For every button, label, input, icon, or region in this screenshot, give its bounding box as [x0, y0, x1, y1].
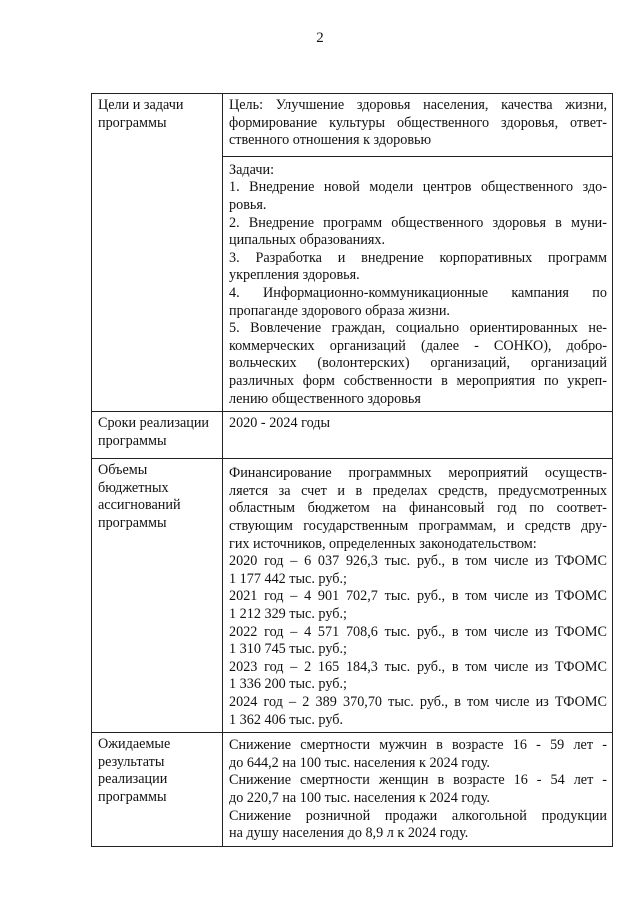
task-line: ципальных образованиях.	[229, 232, 385, 249]
label-line: бюджетных	[98, 479, 169, 496]
table-row-terms	[92, 412, 613, 459]
task-line: коммерческих организаций (далее - СОНКО), добро-	[229, 337, 607, 354]
result-line: Снижение смертности женщин в возрасте 16 - 54 лет -	[229, 772, 607, 789]
table-row-results	[92, 733, 613, 847]
budget-line: 1 362 406 тыс. руб.	[229, 711, 343, 728]
label-line: Сроки реализации	[98, 415, 210, 432]
result-line: Снижение смертности мужчин в возрасте 16 - 59 лет -	[229, 737, 607, 754]
budget-line: ствующим государственным программам, и средств дру-	[229, 518, 607, 535]
task-line: ровья.	[229, 196, 267, 213]
row-label-goals	[92, 94, 223, 412]
label-line: программы	[98, 515, 167, 532]
row-label-terms	[92, 412, 223, 459]
label-line: результаты	[98, 753, 165, 770]
budget-line: ляется за счет и в пределах средств, предусмотренных	[229, 482, 607, 499]
label-line: Цели и задачи	[98, 97, 184, 113]
label-line: ассигнований	[98, 497, 181, 514]
tasks-cell	[223, 156, 613, 411]
budget-line: 2024 год – 2 389 370,70 тыс. руб., в том числе из ТФОМС	[229, 694, 607, 710]
budget-line: 2023 год – 2 165 184,3 тыс. руб., в том числе из ТФОМС	[229, 658, 607, 675]
result-line: на душу населения до 8,9 л к 2024 году.	[229, 825, 469, 842]
goal-line: Цель: Улучшение здоровья населения, качества жизни,	[229, 97, 607, 113]
budget-line: Финансирование программных мероприятий осуществ-	[229, 465, 607, 482]
budget-line: 1 177 442 тыс. руб.;	[229, 570, 347, 587]
results-cell	[223, 733, 613, 847]
terms-cell	[223, 412, 613, 459]
task-line: 1. Внедрение новой модели центров общественного здо-	[229, 179, 607, 196]
task-line: вольческих (волонтерских) организаций, организаций	[229, 355, 607, 372]
label-line: реализации	[98, 771, 168, 788]
task-line: лению общественного здоровья	[229, 390, 421, 407]
budget-line: 2022 год – 4 571 708,6 тыс. руб., в том числе из ТФОМС	[229, 623, 607, 640]
terms-value: 2020 - 2024 годы	[229, 415, 331, 432]
task-line: 4. Информационно-коммуникационные кампания по	[229, 284, 607, 301]
page-number: 2	[316, 30, 324, 46]
label-line: программы	[98, 114, 167, 131]
result-line: до 644,2 на 100 тыс. населения к 2024 году.	[229, 754, 490, 771]
program-passport-table	[91, 93, 613, 847]
task-line: пропаганде здорового образа жизни.	[229, 302, 450, 319]
budget-line: 1 336 200 тыс. руб.;	[229, 676, 347, 693]
budget-line: 2020 год – 6 037 926,3 тыс. руб., в том числе из ТФОМС	[229, 553, 607, 570]
goal-line: формирование культуры общественного здоровья, ответ-	[229, 114, 607, 131]
table-row-budget	[92, 459, 613, 733]
task-line: укрепления здоровья.	[229, 267, 360, 284]
result-line: Снижение розничной продажи алкогольной продукции	[229, 807, 607, 824]
budget-line: 2021 год – 4 901 702,7 тыс. руб., в том числе из ТФОМС	[229, 588, 607, 605]
table-row-goals	[92, 94, 613, 157]
goal-line: ственного отношения к здоровью	[229, 132, 432, 149]
task-line: 2. Внедрение программ общественного здоровья в муни-	[229, 214, 607, 231]
budget-line: 1 310 745 тыс. руб.;	[229, 641, 347, 658]
budget-cell	[223, 459, 613, 733]
label-line: программы	[98, 432, 167, 449]
task-line: 5. Вовлечение граждан, социально ориентированных не-	[229, 320, 607, 337]
tasks-heading: Задачи:	[229, 161, 275, 178]
budget-line: областным бюджетом на финансовый год по соответ-	[229, 500, 607, 517]
label-line: Ожидаемые	[98, 736, 171, 753]
row-label-results	[92, 733, 223, 847]
budget-line: гих источников, определенных законодательством:	[229, 535, 537, 552]
row-label-budget	[92, 459, 223, 733]
label-line: программы	[98, 788, 167, 805]
budget-line: 1 212 329 тыс. руб.;	[229, 606, 347, 623]
result-line: до 220,7 на 100 тыс. населения к 2024 году.	[229, 789, 490, 806]
label-line: Объемы	[98, 462, 148, 479]
goal-cell	[223, 94, 613, 157]
task-line: 3. Разработка и внедрение корпоративных программ	[229, 249, 607, 266]
task-line: различных форм собственности в мероприятия по укреп-	[229, 372, 607, 389]
